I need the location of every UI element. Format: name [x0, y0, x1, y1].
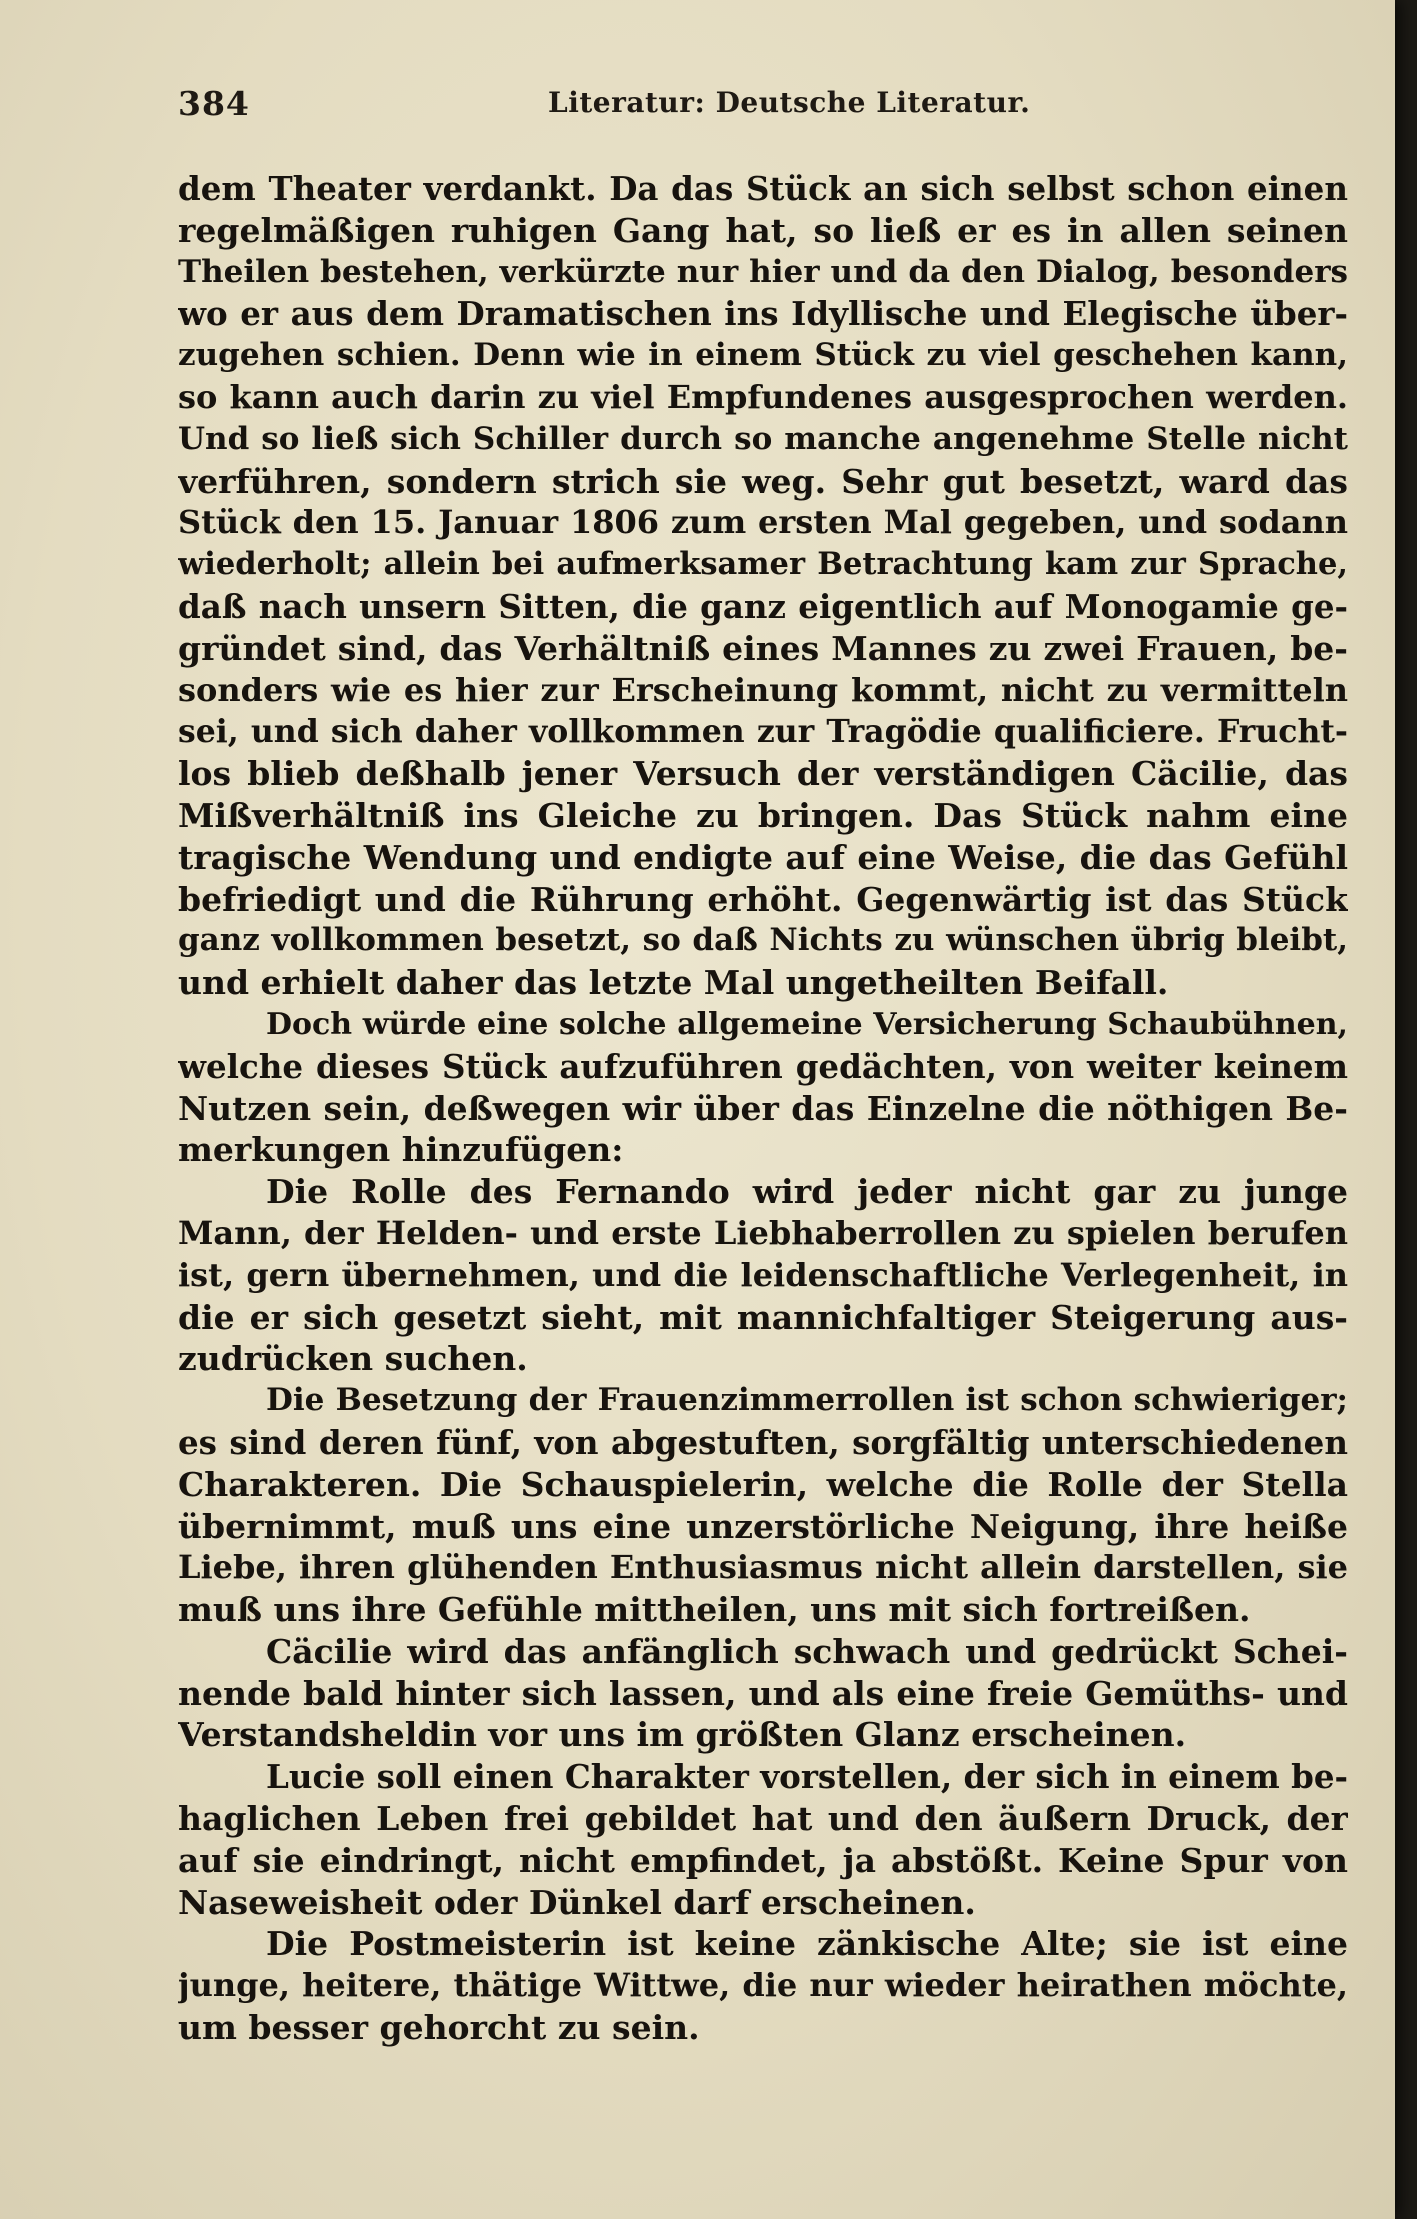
text-line: Die Postmeisterin ist keine zänkische Alte; sie ist eine — [266, 1924, 1348, 1964]
text-line: so kann auch darin zu viel Empfundenes ausgesprochen werden. — [178, 377, 1348, 416]
text-line: muß uns ihre Gefühle mittheilen, uns mit sich fortreißen. — [178, 1590, 1251, 1630]
text-line: Verstandsheldin vor uns im größten Glanz erscheinen. — [178, 1715, 1187, 1755]
text-line: Liebe, ihren glühenden Enthusiasmus nicht allein darstellen, sie — [178, 1548, 1348, 1587]
text-line: um besser gehorcht zu sein. — [178, 2008, 700, 2048]
running-head: Literatur: Deutsche Literatur. — [548, 86, 1031, 119]
page-header — [178, 84, 1348, 124]
text-line: Die Besetzung der Frauenzimmerrollen ist schon schwieriger; — [266, 1382, 1348, 1419]
text-line: Naseweisheit oder Dünkel darf erscheinen. — [178, 1882, 976, 1922]
text-line: Mißverhältniß ins Gleiche zu bringen. Das Stück nahm eine — [178, 795, 1348, 835]
text-line: sonders wie es hier zur Erscheinung kommt, nicht zu vermitteln — [178, 670, 1348, 709]
text-line: ist, gern übernehmen, und die leidenschaftliche Verlegenheit, in — [178, 1255, 1348, 1294]
text-line: befriedigt und die Rührung erhöht. Gegenwärtig ist das Stück — [178, 879, 1348, 919]
text-line: Mann, der Helden- und erste Liebhaberrollen zu spielen berufen — [178, 1213, 1348, 1252]
text-line: auf sie eindringt, nicht empfindet, ja abstößt. Keine Spur von — [178, 1840, 1348, 1880]
text-line: Die Rolle des Fernando wird jeder nicht gar zu junge — [266, 1172, 1348, 1212]
text-line: daß nach unsern Sitten, die ganz eigentlich auf Monogamie ge- — [178, 586, 1348, 626]
text-line: dem Theater verdankt. Da das Stück an sich selbst schon einen — [178, 169, 1348, 208]
text-line: und erhielt daher das letzte Mal ungetheilten Beifall. — [178, 963, 1169, 1003]
text-line: welche dieses Stück aufzuführen gedächten, von weiter keinem — [178, 1046, 1348, 1086]
page-number: 384 — [178, 84, 250, 123]
text-line: Cäcilie wird das anfänglich schwach und gedrückt Schei- — [266, 1631, 1348, 1671]
text-line: wiederholt; allein bei aufmerksamer Betrachtung kam zur Sprache, — [178, 546, 1348, 583]
text-line: Theilen bestehen, verkürzte nur hier und da den Dialog, besonders — [178, 253, 1348, 290]
text-line: tragische Wendung und endigte auf eine Weise, die das Gefühl — [178, 837, 1348, 877]
text-line: los blieb deßhalb jener Versuch der verständigen Cäcilie, das — [178, 754, 1348, 794]
text-line: regelmäßigen ruhigen Gang hat, so ließ er es in allen seinen — [178, 210, 1348, 250]
text-line: gründet sind, das Verhältniß eines Mannes zu zwei Frauen, be- — [178, 628, 1348, 668]
text-line: verführen, sondern strich sie weg. Sehr gut besetzt, ward das — [178, 461, 1348, 501]
text-line: Lucie soll einen Charakter vorstellen, der sich in einem be- — [266, 1757, 1348, 1797]
text-line: Charakteren. Die Schauspielerin, welche die Rolle der Stella — [178, 1464, 1348, 1504]
text-line: merkungen hinzufügen: — [178, 1130, 624, 1170]
text-line: sei, und sich daher vollkommen zur Tragödie qualificiere. Frucht- — [178, 713, 1348, 751]
body-text — [178, 168, 1348, 2049]
text-line: wo er aus dem Dramatischen ins Idyllische und Elegische über- — [178, 294, 1348, 334]
text-line: es sind deren fünf, von abgestuften, sorgfältig unterschiedenen — [178, 1422, 1348, 1462]
text-line: Und so ließ sich Schiller durch so manche angenehme Stelle nicht — [178, 420, 1348, 457]
text-line: ganz vollkommen besetzt, so daß Nichts zu wünschen übrig bleibt, — [178, 922, 1348, 959]
text-line: zugehen schien. Denn wie in einem Stück zu viel geschehen kann, — [178, 337, 1348, 374]
text-line: Stück den 15. Januar 1806 zum ersten Mal gegeben, und sodann — [178, 503, 1348, 542]
text-line: übernimmt, muß uns eine unzerstörliche Neigung, ihre heiße — [178, 1506, 1348, 1546]
text-line: junge, heitere, thätige Wittwe, die nur wieder heirathen möchte, — [178, 1966, 1348, 2005]
text-line: zudrücken suchen. — [178, 1339, 528, 1379]
text-line: die er sich gesetzt sieht, mit mannichfaltiger Steigerung aus- — [178, 1297, 1348, 1337]
text-line: nende bald hinter sich lassen, und als eine freie Gemüths- und — [178, 1673, 1348, 1713]
text-line: haglichen Leben frei gebildet hat und den äußern Druck, der — [178, 1799, 1348, 1839]
text-line: Doch würde eine solche allgemeine Versicherung Schaubühnen, — [266, 1006, 1348, 1042]
text-line: Nutzen sein, deßwegen wir über das Einzelne die nöthigen Be- — [178, 1088, 1348, 1128]
